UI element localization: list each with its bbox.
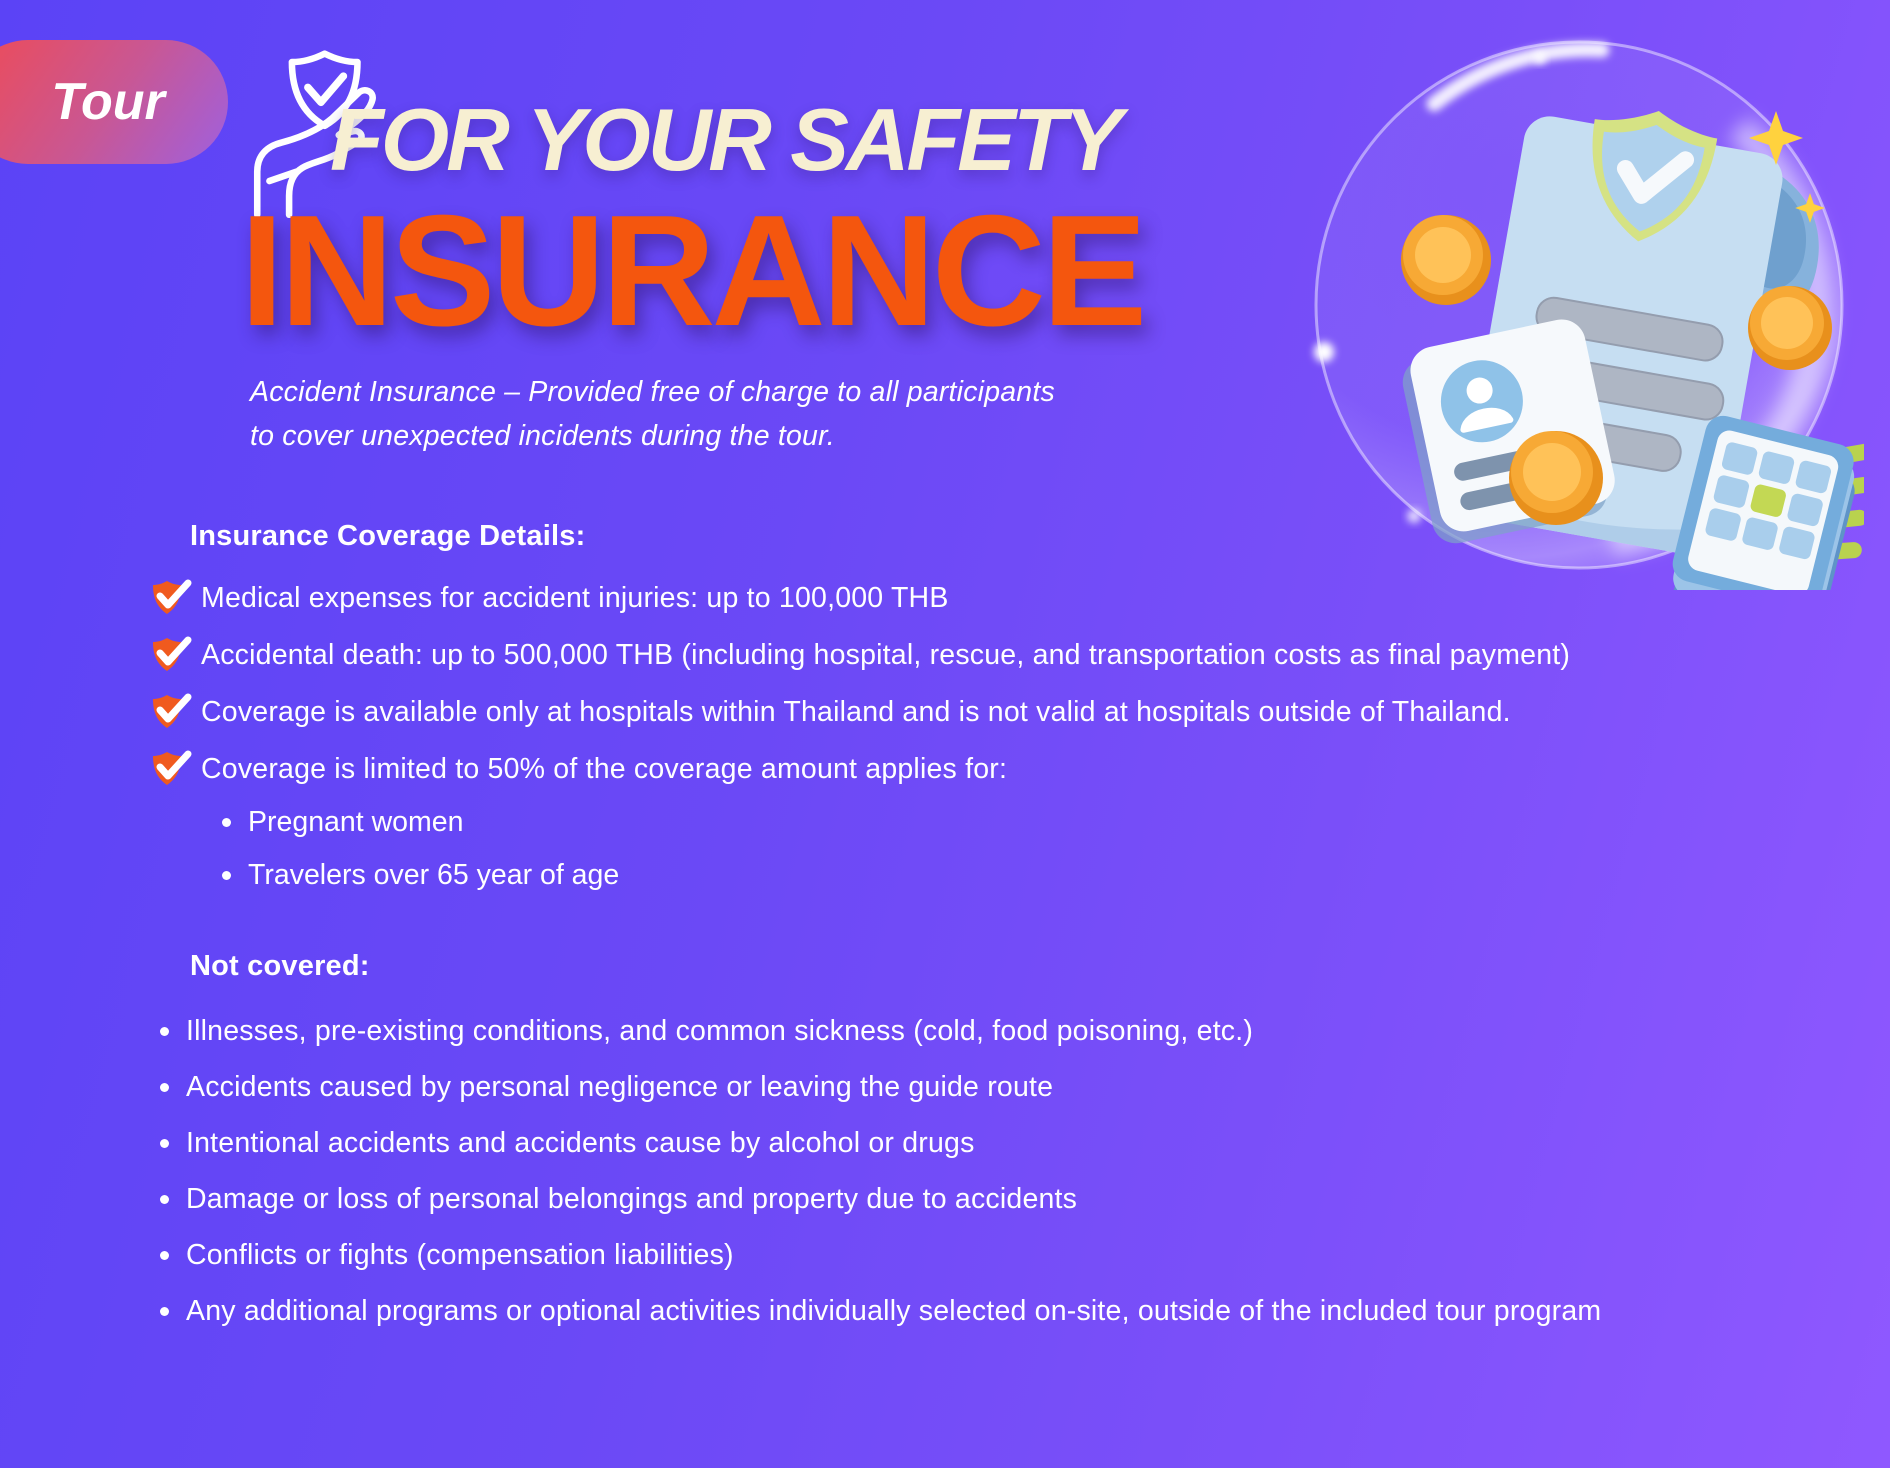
coverage-item-text: Accidental death: up to 500,000 THB (including hospital, rescue, and transportation costs as final payment) bbox=[201, 638, 1571, 671]
tour-badge bbox=[0, 40, 228, 164]
not-covered-heading: Not covered: bbox=[190, 950, 370, 982]
coin-left-icon bbox=[1401, 215, 1491, 305]
not-covered-item: Accidents caused by personal negligence or leaving the guide route bbox=[152, 1063, 1731, 1111]
body-content bbox=[152, 520, 1797, 1343]
coverage-sub-item: Pregnant women bbox=[214, 805, 1797, 839]
shield-check-icon bbox=[152, 634, 192, 676]
shield-check-icon bbox=[152, 577, 192, 619]
coverage-item-text: Medical expenses for accident injuries: up to 100,000 THB bbox=[201, 581, 949, 614]
coverage-item bbox=[152, 691, 1797, 733]
coverage-item bbox=[152, 577, 1797, 619]
page-title: INSURANCE bbox=[240, 183, 1144, 359]
coverage-heading: Insurance Coverage Details: bbox=[190, 520, 586, 552]
coverage-item-text: Coverage is limited to 50% of the coverage amount applies for: bbox=[201, 752, 1008, 785]
shield-check-icon bbox=[152, 748, 192, 790]
coverage-item bbox=[152, 634, 1797, 676]
not-covered-item: Intentional accidents and accidents cause by alcohol or drugs bbox=[152, 1119, 1731, 1167]
coin-bottom-icon bbox=[1509, 431, 1603, 525]
shield-check-icon bbox=[152, 691, 192, 733]
not-covered-item: Damage or loss of personal belongings and property due to accidents bbox=[152, 1175, 1731, 1223]
not-covered-item: Any additional programs or optional activities individually selected on-site, outside of the included tour program bbox=[152, 1287, 1731, 1335]
subtitle-line-2: to cover unexpected incidents during the tour. bbox=[250, 420, 835, 453]
not-covered-item: Conflicts or fights (compensation liabilities) bbox=[152, 1231, 1731, 1279]
kicker-heading: FOR YOUR SAFETY bbox=[330, 90, 1120, 189]
not-covered-list bbox=[152, 1007, 1797, 1335]
not-covered-item: Illnesses, pre-existing conditions, and common sickness (cold, food poisoning, etc.) bbox=[152, 1007, 1731, 1055]
coverage-item bbox=[152, 748, 1797, 790]
coin-right-icon bbox=[1748, 286, 1832, 370]
coverage-item-text: Coverage is available only at hospitals within Thailand and is not valid at hospitals outside of Thailand. bbox=[201, 695, 1511, 728]
insurance-3d-illustration bbox=[1294, 20, 1864, 590]
coverage-sub-list bbox=[214, 805, 1797, 892]
subtitle-line-1: Accident Insurance – Provided free of charge to all participants bbox=[250, 376, 1055, 408]
tour-badge-label: Tour bbox=[51, 73, 165, 131]
coverage-sub-item: Travelers over 65 year of age bbox=[214, 858, 1797, 892]
subtitle bbox=[250, 370, 1055, 458]
